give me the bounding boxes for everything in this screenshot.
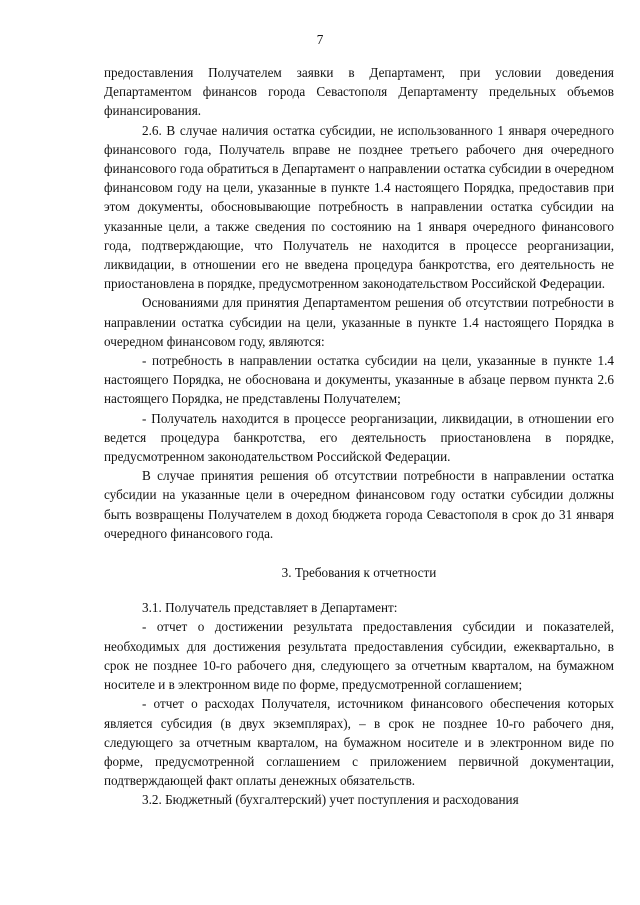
section-heading: 3. Требования к отчетности <box>281 565 437 581</box>
document-body <box>104 63 614 810</box>
paragraph-return-balance: В случае принятия решения об отсутствии потребности в направлении остатка субсидии на указанные цели в очередном финансовом году остатки субсидии должны быть возвращены Получателем в доход бюджета города Севастополя в срок до 31 января очередного финансового года. <box>104 468 614 541</box>
paragraph-grounds: Основаниями для принятия Департаментом решения об отсутствии потребности в направлении остатка субсидии на цели, указанные в пункте 1.4 настоящего Порядка в очередном финансовом году, являются: <box>104 295 614 349</box>
page-number: 7 <box>316 32 324 47</box>
paragraph-3-1: 3.1. Получатель представляет в Департамент: <box>142 600 398 616</box>
paragraph-grounds-item-2: - Получатель находится в процессе реорганизации, ликвидации, в отношении его ведется процедура банкротства, его деятельность приостановлена в порядке, предусмотренном законодательством Российской Федерации. <box>104 410 614 465</box>
paragraph-2-6: 2.6. В случае наличия остатка субсидии, не использованного 1 января очередного финансового года, Получатель вправе не позднее третьего рабочего дня очередного финансового года обратиться в Департамент о направлении остатка субсидии в очередном финансовом году на цели, указанные в пункте 1.4 настоящего Порядка, предоставив при этом документы, обосновывающие потребность в направлении остатка субсидии на указанные цели, а также сведения по состоянию на 1 января очередного финансового года, подтверждающие, что Получатель не находится в процессе реорганизации, ликвидации, в отношении его не введена процедура банкротства, его деятельность не приостановлена в порядке, предусмотренном законодательством Российской Федерации. <box>104 122 614 292</box>
paragraph-3-1-item-1: - отчет о достижении результата предоставления субсидии и показателей, необходимых для достижения результата предоставления субсидии, ежеквартально, в срок не позднее 10-го рабочего дня, следующего за отчетным кварталом, на бумажном носителе и в электронном виде по форме, предусмотренной соглашением; <box>104 619 614 693</box>
paragraph-grounds-item-1: - потребность в направлении остатка субсидии на цели, указанные в пункте 1.4 настоящего Порядка, не обоснована и документы, указанные в абзаце первом пункта 2.6 настоящего Порядка, не представлены Получателем; <box>104 353 614 407</box>
paragraph-continuation: предоставления Получателем заявки в Департамент, при условии доведения Департаментом финансов города Севастополя Департаменту предельных объемов финансирования. <box>104 65 614 119</box>
paragraph-3-1-item-2: - отчет о расходах Получателя, источником финансового обеспечения которых является субсидия (в двух экземплярах), – в срок не позднее 10-го рабочего дня, следующего за отчетным кварталом, на бумажном носителе и в электронном виде по форме, предусмотренной соглашением с приложением первичной документации, подтверждающей факт оплаты денежных обязательств. <box>104 696 614 789</box>
paragraph-3-2: 3.2. Бюджетный (бухгалтерский) учет поступления и расходования <box>142 792 519 808</box>
